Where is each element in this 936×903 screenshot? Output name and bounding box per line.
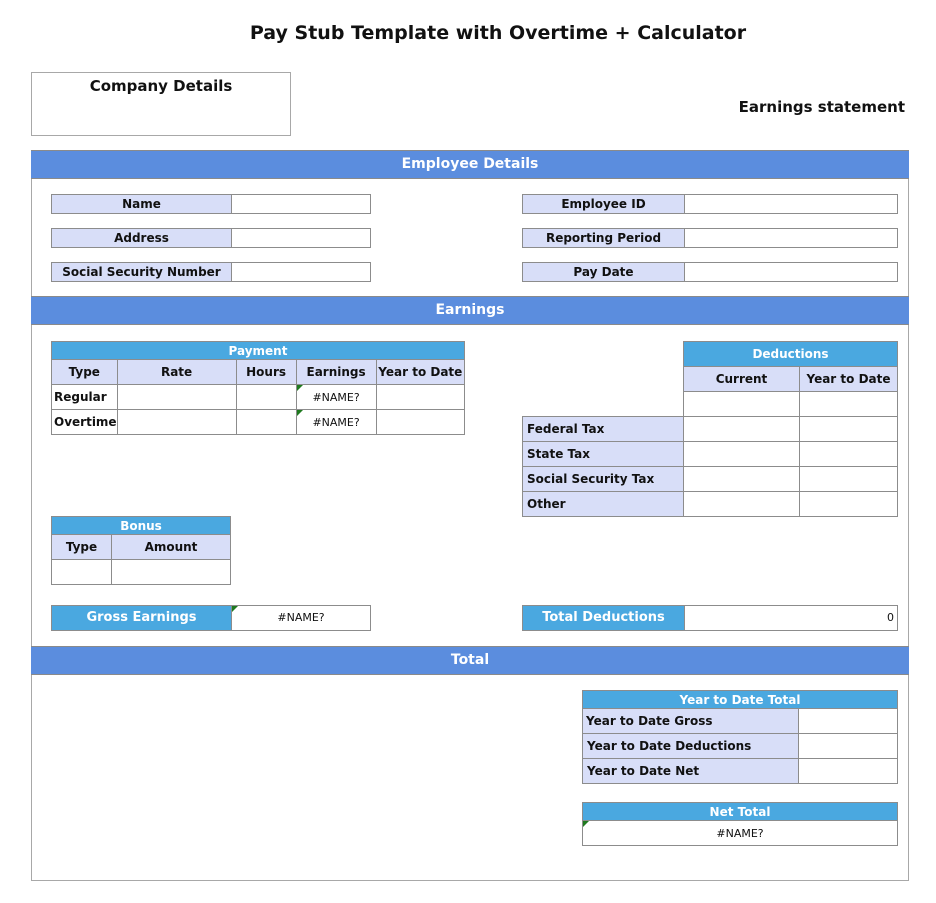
col-rate: Rate — [117, 360, 236, 385]
table-row — [583, 734, 898, 759]
employee-id-input[interactable] — [685, 195, 897, 213]
ytd-cell[interactable] — [376, 385, 464, 410]
page-title: Pay Stub Template with Overtime + Calculator — [249, 22, 747, 44]
employee-id-label: Employee ID — [523, 195, 685, 213]
ssn-input[interactable] — [232, 263, 370, 281]
total-deductions-value[interactable]: 0 — [685, 606, 897, 630]
col-earnings: Earnings — [296, 360, 376, 385]
current-cell[interactable] — [684, 417, 800, 442]
col-ytd: Year to Date — [376, 360, 464, 385]
section-total: Total — [31, 646, 909, 675]
col-type: Type — [52, 535, 112, 560]
earnings-cell[interactable]: #NAME? — [296, 410, 376, 435]
name-input[interactable] — [232, 195, 370, 213]
table-row — [52, 560, 231, 585]
ytd-net-value[interactable] — [799, 759, 898, 784]
ytd-cell[interactable] — [800, 442, 898, 467]
ssn-field — [51, 262, 371, 282]
hours-cell[interactable] — [236, 385, 296, 410]
net-total-table — [582, 802, 898, 846]
ytd-total-caption: Year to Date Total — [583, 691, 898, 709]
address-label: Address — [52, 229, 232, 247]
col-current: Current — [684, 367, 800, 392]
company-details-box[interactable] — [31, 72, 291, 136]
payment-table — [51, 341, 465, 435]
address-input[interactable] — [232, 229, 370, 247]
ssn-label: Social Security Number — [52, 263, 232, 281]
company-details-label: Company Details — [89, 77, 233, 95]
gross-earnings-row — [51, 605, 371, 631]
ytd-cell[interactable] — [800, 492, 898, 517]
ytd-cell[interactable] — [376, 410, 464, 435]
col-type: Type — [52, 360, 118, 385]
col-ytd: Year to Date — [800, 367, 898, 392]
col-amount: Amount — [112, 535, 231, 560]
hours-cell[interactable] — [236, 410, 296, 435]
table-row — [523, 492, 898, 517]
ytd-cell[interactable] — [800, 392, 898, 417]
deduction-label: Federal Tax — [523, 417, 684, 442]
reporting-period-field — [522, 228, 898, 248]
bonus-caption: Bonus — [52, 517, 231, 535]
name-field — [51, 194, 371, 214]
table-row — [52, 410, 465, 435]
ytd-gross-value[interactable] — [799, 709, 898, 734]
table-row — [523, 442, 898, 467]
section-employee-details: Employee Details — [31, 150, 909, 179]
employee-id-field — [522, 194, 898, 214]
ytd-net-label: Year to Date Net — [583, 759, 799, 784]
net-total-value[interactable]: #NAME? — [583, 821, 898, 846]
gross-earnings-label: Gross Earnings — [52, 606, 232, 630]
row-type: Overtime — [52, 410, 118, 435]
table-row — [583, 759, 898, 784]
ytd-deductions-value[interactable] — [799, 734, 898, 759]
pay-date-field — [522, 262, 898, 282]
name-label: Name — [52, 195, 232, 213]
payment-caption: Payment — [52, 342, 465, 360]
deduction-label: State Tax — [523, 442, 684, 467]
current-cell[interactable] — [684, 442, 800, 467]
table-row — [523, 417, 898, 442]
pay-date-input[interactable] — [685, 263, 897, 281]
section-earnings: Earnings — [31, 296, 909, 325]
bonus-table — [51, 516, 231, 585]
total-deductions-label: Total Deductions — [523, 606, 685, 630]
address-field — [51, 228, 371, 248]
table-row — [52, 385, 465, 410]
deductions-table — [522, 341, 898, 517]
deduction-label: Social Security Tax — [523, 467, 684, 492]
pay-date-label: Pay Date — [523, 263, 685, 281]
table-row — [523, 467, 898, 492]
deduction-label: Other — [523, 492, 684, 517]
ytd-total-table — [582, 690, 898, 784]
table-row — [583, 709, 898, 734]
col-hours: Hours — [236, 360, 296, 385]
bonus-type-cell[interactable] — [52, 560, 112, 585]
deductions-caption: Deductions — [684, 342, 898, 367]
rate-cell[interactable] — [117, 385, 236, 410]
reporting-period-input[interactable] — [685, 229, 897, 247]
ytd-deductions-label: Year to Date Deductions — [583, 734, 799, 759]
bonus-amount-cell[interactable] — [112, 560, 231, 585]
current-cell[interactable] — [684, 492, 800, 517]
row-type: Regular — [52, 385, 118, 410]
current-cell[interactable] — [684, 392, 800, 417]
net-total-caption: Net Total — [583, 803, 898, 821]
gross-earnings-value[interactable]: #NAME? — [232, 606, 370, 630]
ytd-cell[interactable] — [800, 467, 898, 492]
earnings-statement-label: Earnings statement — [738, 98, 905, 116]
earnings-cell[interactable]: #NAME? — [296, 385, 376, 410]
ytd-cell[interactable] — [800, 417, 898, 442]
rate-cell[interactable] — [117, 410, 236, 435]
ytd-gross-label: Year to Date Gross — [583, 709, 799, 734]
total-deductions-row — [522, 605, 898, 631]
current-cell[interactable] — [684, 467, 800, 492]
reporting-period-label: Reporting Period — [523, 229, 685, 247]
